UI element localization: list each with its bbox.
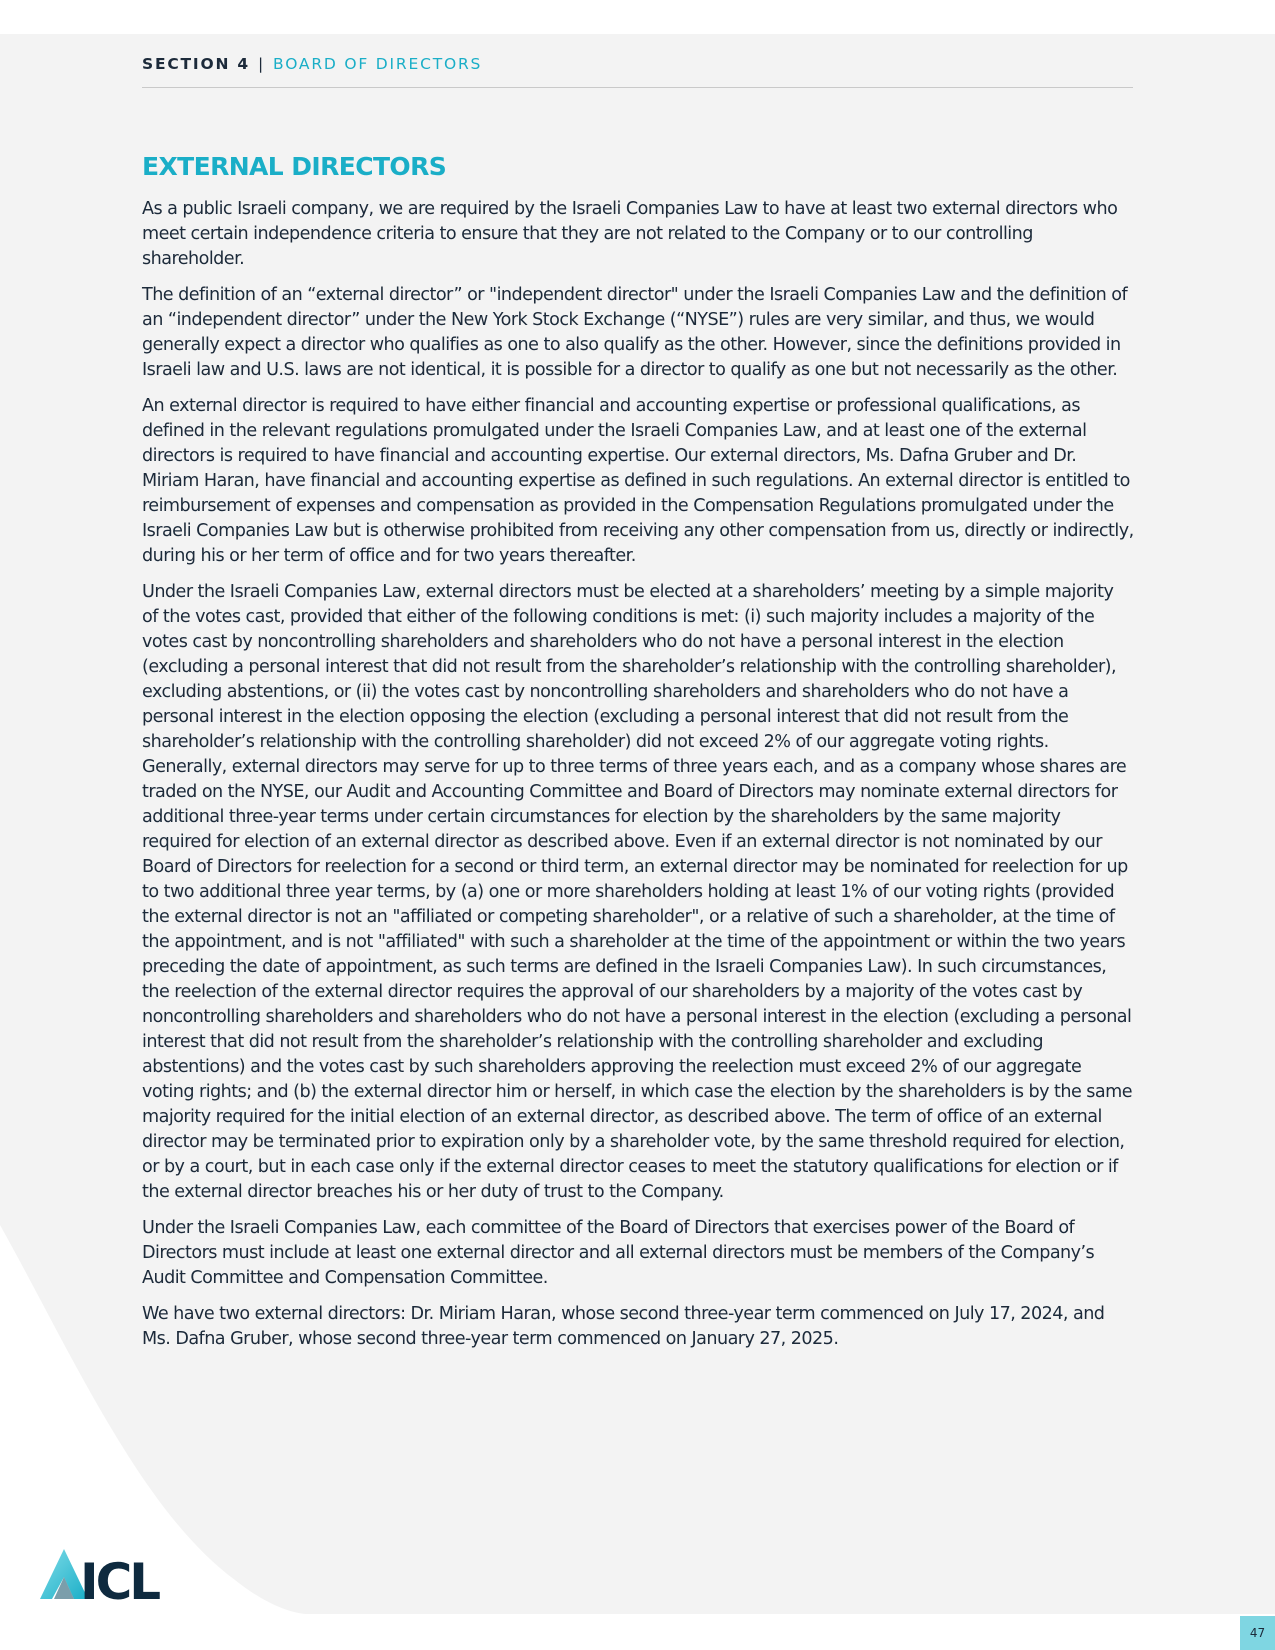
paragraph: Under the Israeli Companies Law, external directors must be elected at a shareholders’ meeting by a simple majority of the votes cast, provided that either of the following conditions is met: (i) such majority includes a majority of the votes cast by noncontrolling shareholders and shareholders who do not have a personal interest in the election (excluding a personal interest that did not result from the shareholder’s relationship with the controlling shareholder), excluding abstentions, or (ii) the votes cast by noncontrolling shareholders and shareholders who do not have a personal interest in the election opposing the election (excluding a personal interest that did not result from the shareholder’s relationship with the controlling shareholder) did not exceed 2% of our aggregate voting rights. Generally, external directors may serve for up to three terms of three years each, and as a company whose shares are traded on the NYSE, our Audit and Accounting Committee and Board of Directors may nominate external directors for additional three-year terms under certain circumstances for election by the shareholders by the same majority required for election of an external director as described above. Even if an external director is not nominated by our Board of Directors for reelection for a second or third term, an external director may be nominated for reelection for up to two additional three year terms, by (a) one or more shareholders holding at least 1% of our voting rights (provided the external director is not an "affiliated or competing shareholder", or a relative of such a shareholder, at the time of the appointment, and is not "affiliated" with such a shareholder at the time of the appointment or within the two years preceding the date of appointment, as such terms are defined in the Israeli Companies Law). In such circumstances, the reelection of the external director requires the approval of our shareholders by a majority of the votes cast by noncontrolling shareholders and shareholders who do not have a personal interest in the election (excluding a personal interest that did not result from the shareholder’s relationship with the controlling shareholder and excluding abstentions) and the votes cast by such shareholders approving the reelection must exceed 2% of our aggregate voting rights; and (b) the external director him or herself, in which case the election by the shareholders is by the same majority required for the initial election of an external director, as described above. The term of office of an external director may be terminated prior to expiration only by a shareholder vote, by the same threshold required for election, or by a court, but in each case only if the external director ceases to meet the statutory qualifications for election or if the external director breaches his or her duty of trust to the Company. bbox=[142, 582, 1133, 1202]
paragraph: We have two external directors: Dr. Miriam Haran, whose second three-year term commenced on July 17, 2024, and Ms. Dafna Gruber, whose second three-year term commenced on January 27, 2025. bbox=[142, 1304, 1105, 1349]
paragraph: An external director is required to have either financial and accounting expertise or professional qualifications, as defined in the relevant regulations promulgated under the Israeli Companies Law, and at least one of the external directors is required to have financial and accounting expertise. Our external directors, Ms. Dafna Gruber and Dr. Miriam Haran, have financial and accounting expertise as defined in such regulations. An external director is entitled to reimbursement of expenses and compensation as provided in the Compensation Regulations promulgated under the Israeli Companies Law but is otherwise prohibited from receiving any other compensation from us, directly or indirectly, during his or her term of office and for two years thereafter. bbox=[142, 396, 1134, 566]
logo-text: ICL bbox=[80, 1553, 159, 1603]
page-number: 47 bbox=[1240, 1616, 1275, 1650]
page-heading: EXTERNAL DIRECTORS bbox=[142, 152, 447, 181]
icl-logo bbox=[40, 1547, 166, 1603]
header-separator: | bbox=[258, 55, 266, 73]
paragraph: Under the Israeli Companies Law, each committee of the Board of Directors that exercises power of the Board of Directors must include at least one external director and all external directors must be members of the Company’s Audit Committee and Compensation Committee. bbox=[142, 1218, 1095, 1288]
section-title: BOARD OF DIRECTORS bbox=[273, 55, 483, 73]
paragraph: As a public Israeli company, we are required by the Israeli Companies Law to have at least two external directors who meet certain independence criteria to ensure that they are not related to the Company or to our controlling shareholder. bbox=[142, 199, 1118, 269]
paragraph: The definition of an “external director” or "independent director" under the Israeli Companies Law and the definition of an “independent director” under the New York Stock Exchange (“NYSE”) rules are very similar, and thus, we would generally expect a director who qualifies as one to also qualify as the other. However, since the definitions provided in Israeli law and U.S. laws are not identical, it is possible for a director to qualify as one but not necessarily as the other. bbox=[142, 285, 1128, 380]
section-number: SECTION 4 bbox=[142, 55, 250, 73]
section-header bbox=[142, 54, 1133, 88]
body-text bbox=[142, 197, 1134, 1363]
